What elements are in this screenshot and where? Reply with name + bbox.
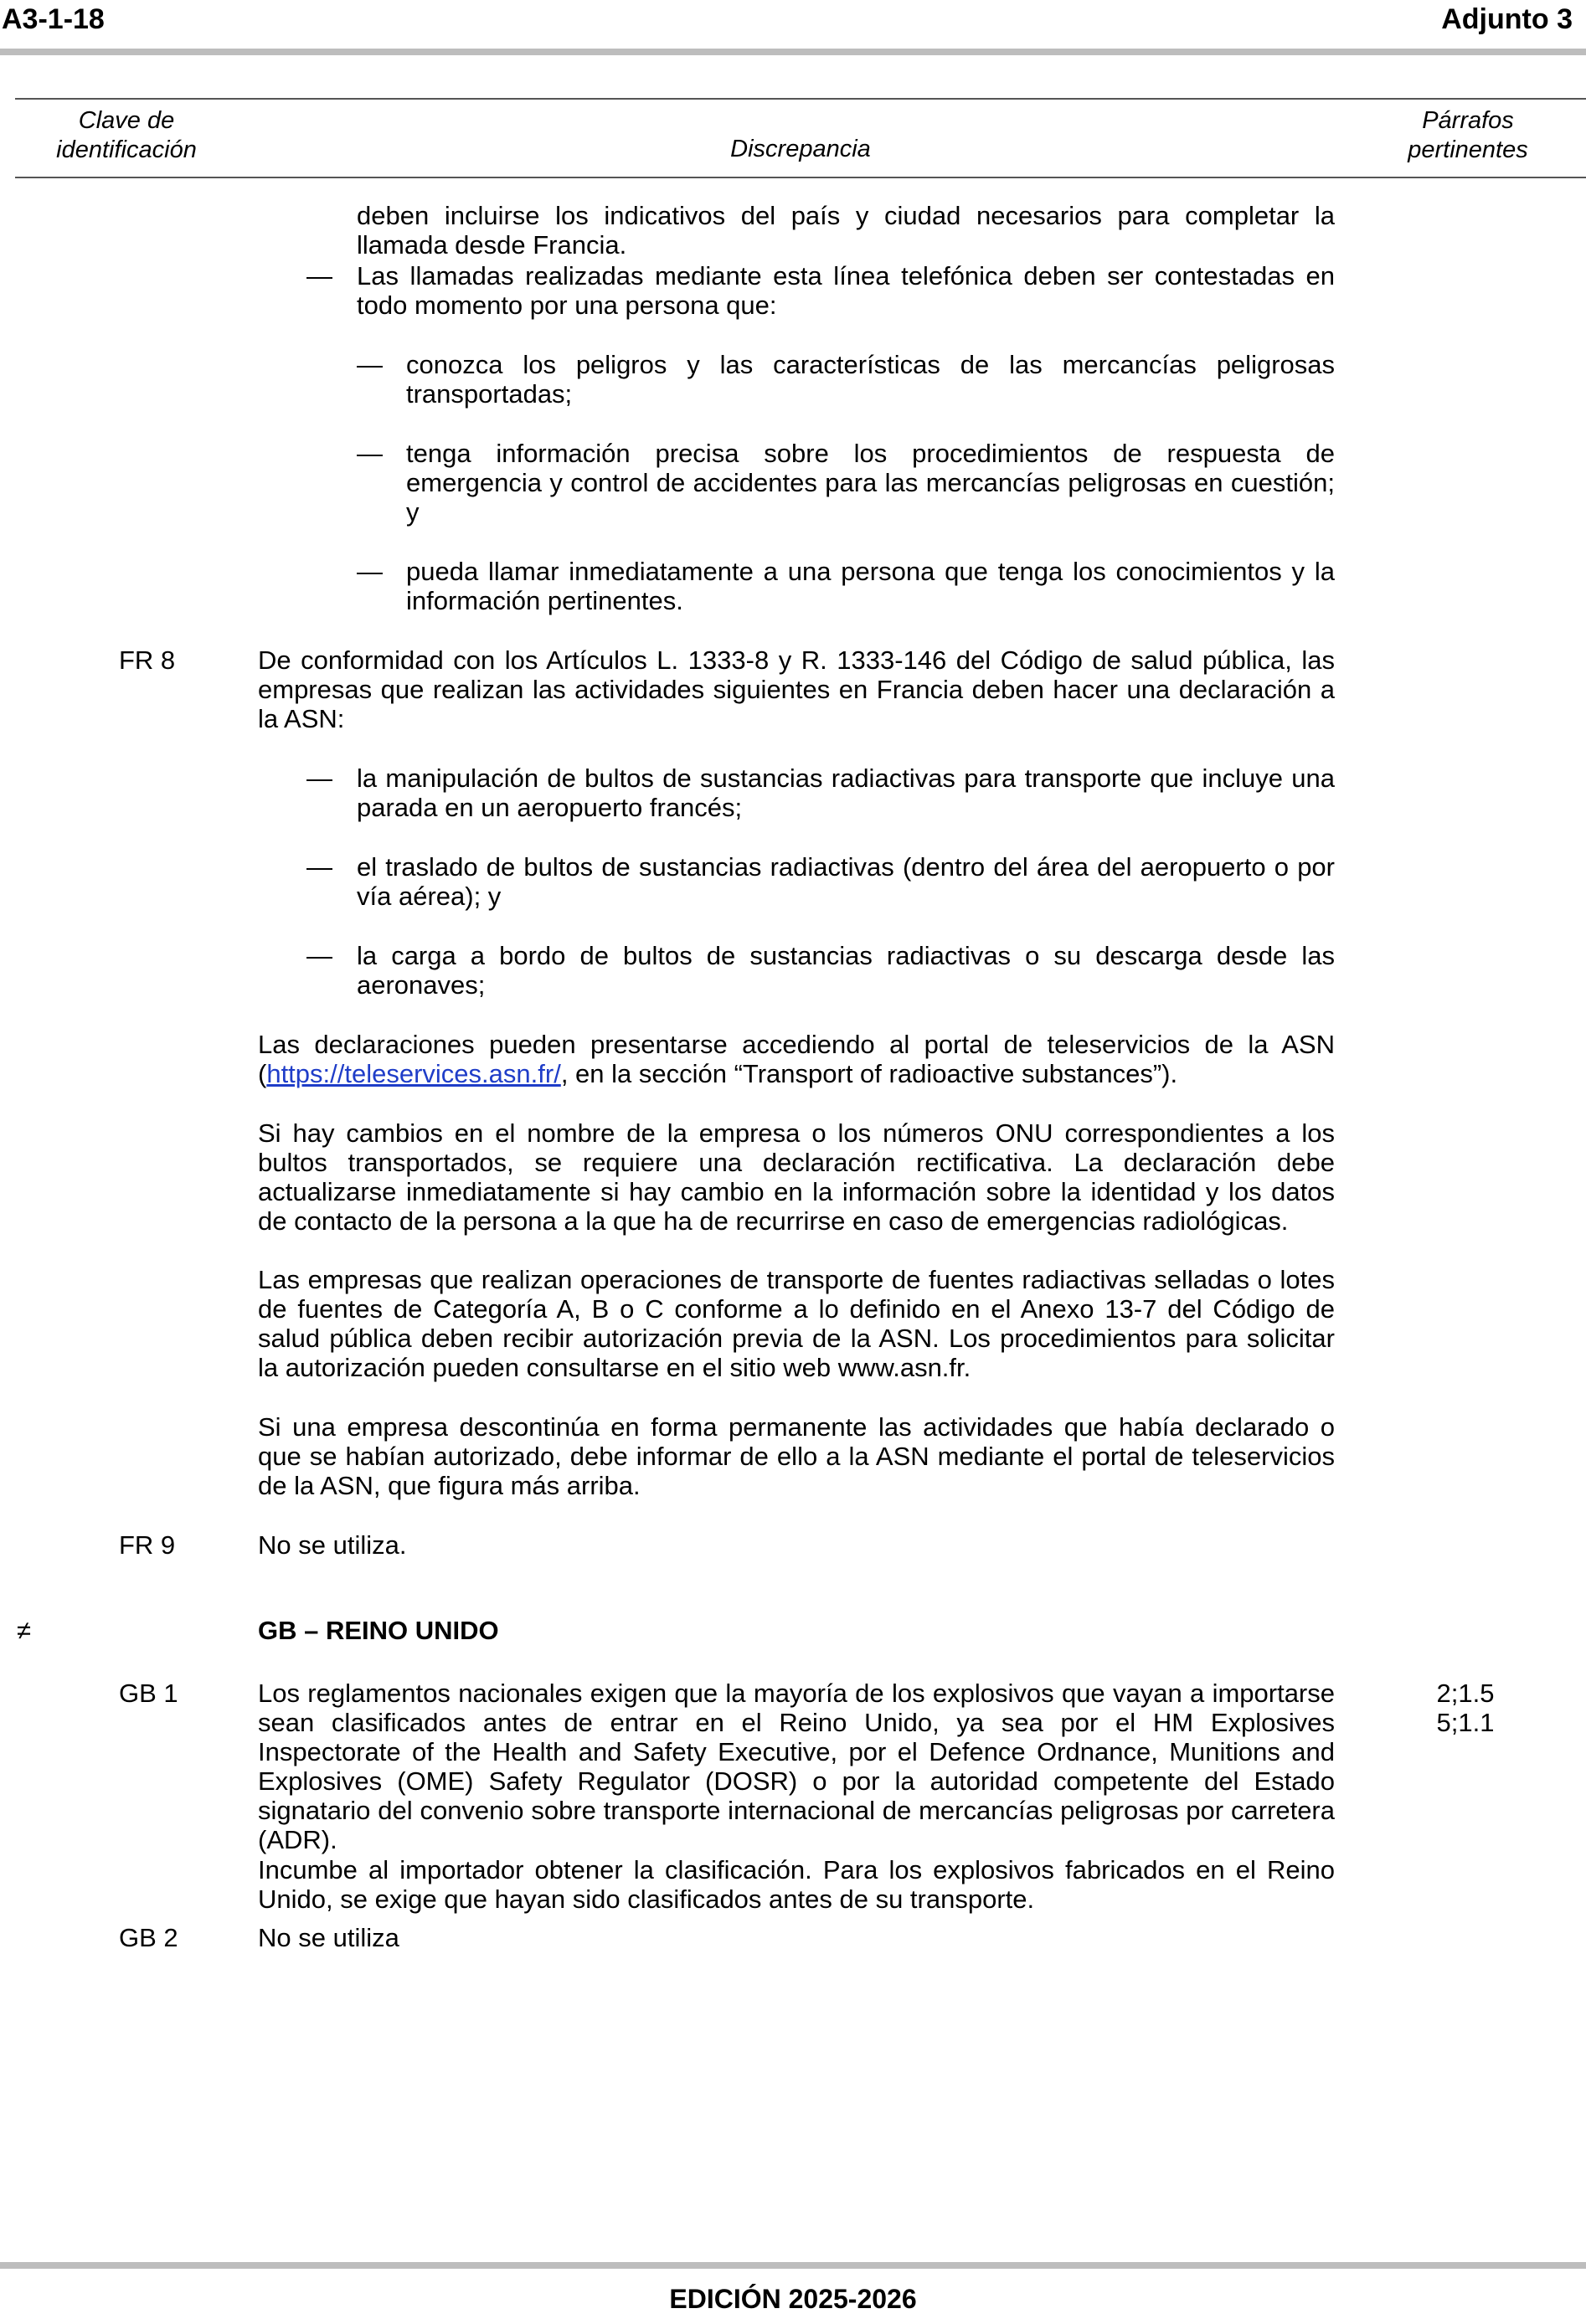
- gb1-text-2: Incumbe al importador obtener la clasificación. Para los explosivos fabricados en el Reino Unido, se exige que hayan sido clasificados antes de su transporte.: [258, 1855, 1335, 1914]
- gb1-ref-1: 2;1.5: [1436, 1679, 1495, 1708]
- continuation-dash-1: Las llamadas realizadas mediante esta línea telefónica deben ser contestadas en todo momento por una persona que:: [357, 261, 1335, 320]
- column-paragraphs-header: Párrafos pertinentes: [1408, 107, 1528, 163]
- continuation-sub-3: pueda llamar inmediatamente a una persona que tenga los conocimientos y la información pertinentes.: [406, 557, 1335, 615]
- gb2-text: No se utiliza: [258, 1923, 399, 1952]
- fr8-item-1: la manipulación de bultos de sustancias radiactivas para transporte que incluye una parada en un aeropuerto francés;: [357, 764, 1335, 822]
- fr8-para-3: Si una empresa descontinúa en forma permanente las actividades que había declarado o que se habían autorizado, debe informar de ello a la ASN mediante el portal de teleservicios de la ASN, que figura más arriba.: [258, 1412, 1335, 1500]
- fr8-intro: De conformidad con los Artículos L. 1333-8 y R. 1333-146 del Código de salud pública, las empresas que realizan las actividades siguientes en Francia deben hacer una declaración a la ASN:: [258, 645, 1335, 733]
- dash: —: [306, 852, 332, 882]
- fr8-item-3: la carga a bordo de bultos de sustancias radiactivas o su descarga desde las aeronaves;: [357, 941, 1335, 1000]
- fr8-para-2: Las empresas que realizan operaciones de transporte de fuentes radiactivas selladas o lotes de fuentes de Categoría A, B o C conforme a lo definido en el Anexo 13-7 del Código de salud pública deben recibir autorización previa de la ASN. Los procedimientos para solicitar la autorización pueden consultarse en el sitio web www.asn.fr.: [258, 1265, 1335, 1382]
- gb1-ref-2: 5;1.1: [1436, 1708, 1495, 1737]
- fr9-key: FR 9: [119, 1530, 176, 1560]
- gb1-key: GB 1: [119, 1679, 178, 1708]
- dash: —: [306, 941, 332, 970]
- dash: —: [357, 557, 383, 586]
- page-header: [0, 0, 1586, 59]
- teleservices-link[interactable]: https://teleservices.asn.fr/: [266, 1059, 561, 1088]
- fr9-text: No se utiliza.: [258, 1530, 407, 1560]
- continuation-sub-1: conozca los peligros y las características de las mercancías peligrosas transportadas;: [406, 350, 1335, 409]
- dash: —: [357, 350, 383, 379]
- gb-section-title: GB – REINO UNIDO: [258, 1616, 499, 1645]
- fr8-declarations-text-end: , en la sección “Transport of radioactive substances”).: [560, 1059, 1178, 1088]
- continuation-sub-2: tenga información precisa sobre los procedimientos de respuesta de emergencia y control de accidentes para las mercancías peligrosas en cuestión; y: [406, 439, 1335, 527]
- fr8-declarations-text: Las declaraciones pueden presentarse accediendo al portal de teleservicios de la ASN (: [258, 1030, 1335, 1088]
- gb2-key: GB 2: [119, 1923, 178, 1952]
- gb1-text: Los reglamentos nacionales exigen que la mayoría de los explosivos que vayan a importarse sean clasificados antes de entrar en el Reino Unido, ya sea por el HM Explosives Inspectorate of the Health and Safety Executive, por el Defence Ordnance, Munitions and Explosives (OME) Safety Regulator (DOSR) o por la autoridad competente del Estado signatario del convenio sobre transporte internacional de mercancías peligrosas por carretera (ADR).: [258, 1679, 1335, 1854]
- dash: —: [357, 439, 383, 468]
- column-discrepancy-header: Discrepancia: [730, 136, 871, 162]
- attachment-label: Adjunto 3: [1441, 3, 1573, 35]
- dash: —: [306, 261, 332, 290]
- fr8-key: FR 8: [119, 645, 176, 675]
- continuation-text: deben incluirse los indicativos del país y ciudad necesarios para completar la llamada desde Francia.: [357, 201, 1335, 260]
- column-headers: [15, 98, 1586, 178]
- page-number: A3-1-18: [2, 3, 105, 35]
- fr8-para-1: Si hay cambios en el nombre de la empresa o los números ONU correspondientes a los bultos transportados, se requiere una declaración rectificativa. La declaración debe actualizarse inmediatamente si hay cambio en la información sobre la identidad y los datos de contacto de la persona a la que ha de recurrirse en caso de emergencias radiológicas.: [258, 1118, 1335, 1236]
- fr8-item-2: el traslado de bultos de sustancias radiactivas (dentro del área del aeropuerto o por vía aérea); y: [357, 852, 1335, 911]
- fr8-declarations: [258, 1030, 1335, 1088]
- change-mark: ≠: [17, 1616, 32, 1645]
- dash: —: [306, 764, 332, 793]
- column-key-header: Clave de identificación: [56, 107, 197, 163]
- header-rule: [0, 49, 1586, 55]
- footer-rule: [0, 2262, 1586, 2269]
- edition-footer: EDICIÓN 2025-2026: [669, 2284, 917, 2314]
